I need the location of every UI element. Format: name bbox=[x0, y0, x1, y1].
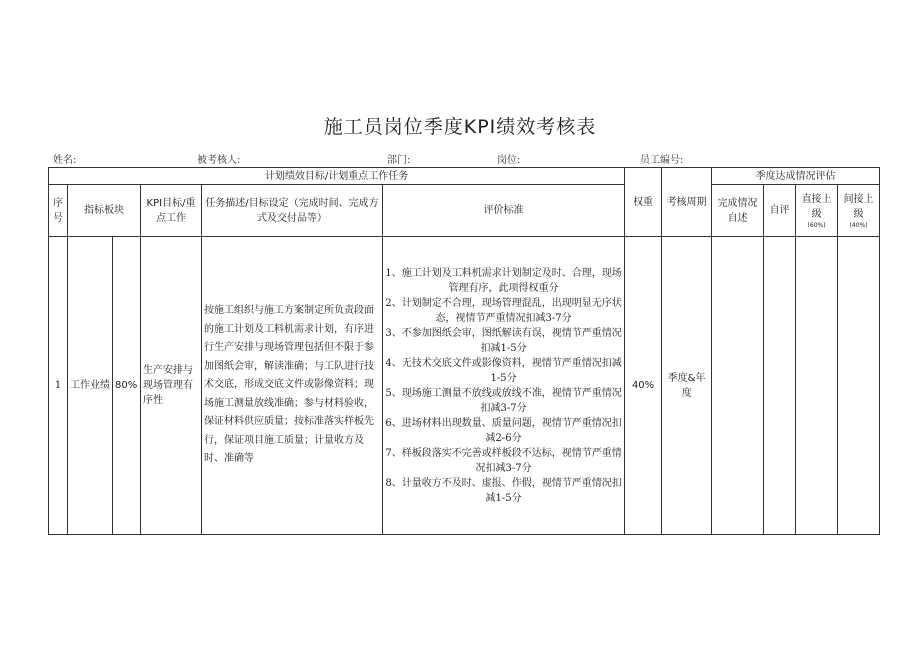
header-indirect-superior-label: 间接上级 bbox=[843, 193, 874, 220]
row-block: 工作业绩 bbox=[68, 237, 113, 535]
header-index: 序号 bbox=[49, 185, 68, 237]
header-completion: 完成情况自述 bbox=[712, 185, 764, 237]
header-self-eval: 自评 bbox=[764, 185, 796, 237]
row-criteria bbox=[383, 237, 625, 535]
row-direct-superior-cell[interactable] bbox=[796, 237, 838, 535]
criteria-item: 1、施工计划及工料机需求计划制定及时、合理，现场管理有序，此项得权重分 bbox=[385, 267, 622, 294]
row-self-eval-cell[interactable] bbox=[764, 237, 796, 535]
employee-id-label: 员工编号: bbox=[640, 155, 684, 166]
row-block-pct: 80% bbox=[113, 237, 141, 535]
row-completion-cell[interactable] bbox=[712, 237, 764, 535]
criteria-item: 4、无技术交底文件或影像资料，视情节严重情况扣减1-5分 bbox=[385, 357, 622, 384]
criteria-item: 3、不参加图纸会审，图纸解读有误，视情节严重情况扣减1-5分 bbox=[385, 327, 622, 354]
header-kpi: KPI目标/重点工作 bbox=[141, 185, 202, 237]
group-header-evaluation: 季度达成情况评估 bbox=[712, 168, 880, 185]
header-indirect-superior bbox=[838, 185, 880, 237]
row-index: 1 bbox=[49, 237, 68, 535]
name-label: 姓名: bbox=[53, 155, 77, 166]
criteria-item: 2、计划制定不合理，现场管理混乱，出现明显无序状态，视情节严重情况扣减3-7分 bbox=[385, 297, 622, 324]
group-header-plan: 计划绩效目标/计划重点工作任务 bbox=[49, 168, 625, 185]
header-block: 指标板块 bbox=[68, 185, 141, 237]
row-indirect-superior-cell[interactable] bbox=[838, 237, 880, 535]
assessee-label: 被考核人: bbox=[197, 155, 241, 166]
criteria-item: 6、进场材料出现数量、质量问题，视情节严重情况扣减2-6分 bbox=[385, 417, 622, 444]
position-label: 岗位: bbox=[497, 155, 521, 166]
row-cycle: 季度&年度 bbox=[662, 237, 712, 535]
header-direct-superior-label: 直接上级 bbox=[801, 193, 832, 220]
row-kpi: 生产安排与现场管理有序性 bbox=[141, 237, 202, 535]
header-indirect-superior-pct: (40%) bbox=[849, 221, 868, 229]
header-task: 任务描述/目标设定（完成时间、完成方式及交付品等） bbox=[202, 185, 383, 237]
table-row bbox=[49, 237, 880, 535]
header-cycle: 考核周期 bbox=[662, 168, 712, 237]
row-task: 按施工组织与施工方案制定所负责段面的施工计划及工料机需求计划，有序进行生产安排与现场管理包括但不限于参加图纸会审，解读准确；与工队进行技术交底，形成交底文件或影像资料；现场施工测量放线准确；参与材料验收，保证材料供应质量；按标准落实样板先行，保证项目施工质量；计量收方及时、准确等 bbox=[202, 237, 383, 535]
criteria-item: 5、现场施工测量不放线或放线不准，视情节严重情况扣减3-7分 bbox=[385, 387, 622, 414]
header-criteria: 评价标准 bbox=[383, 185, 625, 237]
criteria-item: 7、样板段落实不完善或样板段不达标，视情节严重情况扣减3-7分 bbox=[385, 447, 622, 474]
header-direct-superior bbox=[796, 185, 838, 237]
header-weight: 权重 bbox=[625, 168, 662, 237]
page-title: 施工员岗位季度KPI绩效考核表 bbox=[323, 116, 597, 138]
row-weight: 40% bbox=[625, 237, 662, 535]
kpi-table bbox=[48, 167, 880, 535]
header-direct-superior-pct: (60%) bbox=[807, 221, 826, 229]
department-label: 部门: bbox=[387, 155, 411, 166]
criteria-item: 8、计量收方不及时、虚报、作假，视情节严重情况扣减1-5分 bbox=[385, 477, 622, 504]
